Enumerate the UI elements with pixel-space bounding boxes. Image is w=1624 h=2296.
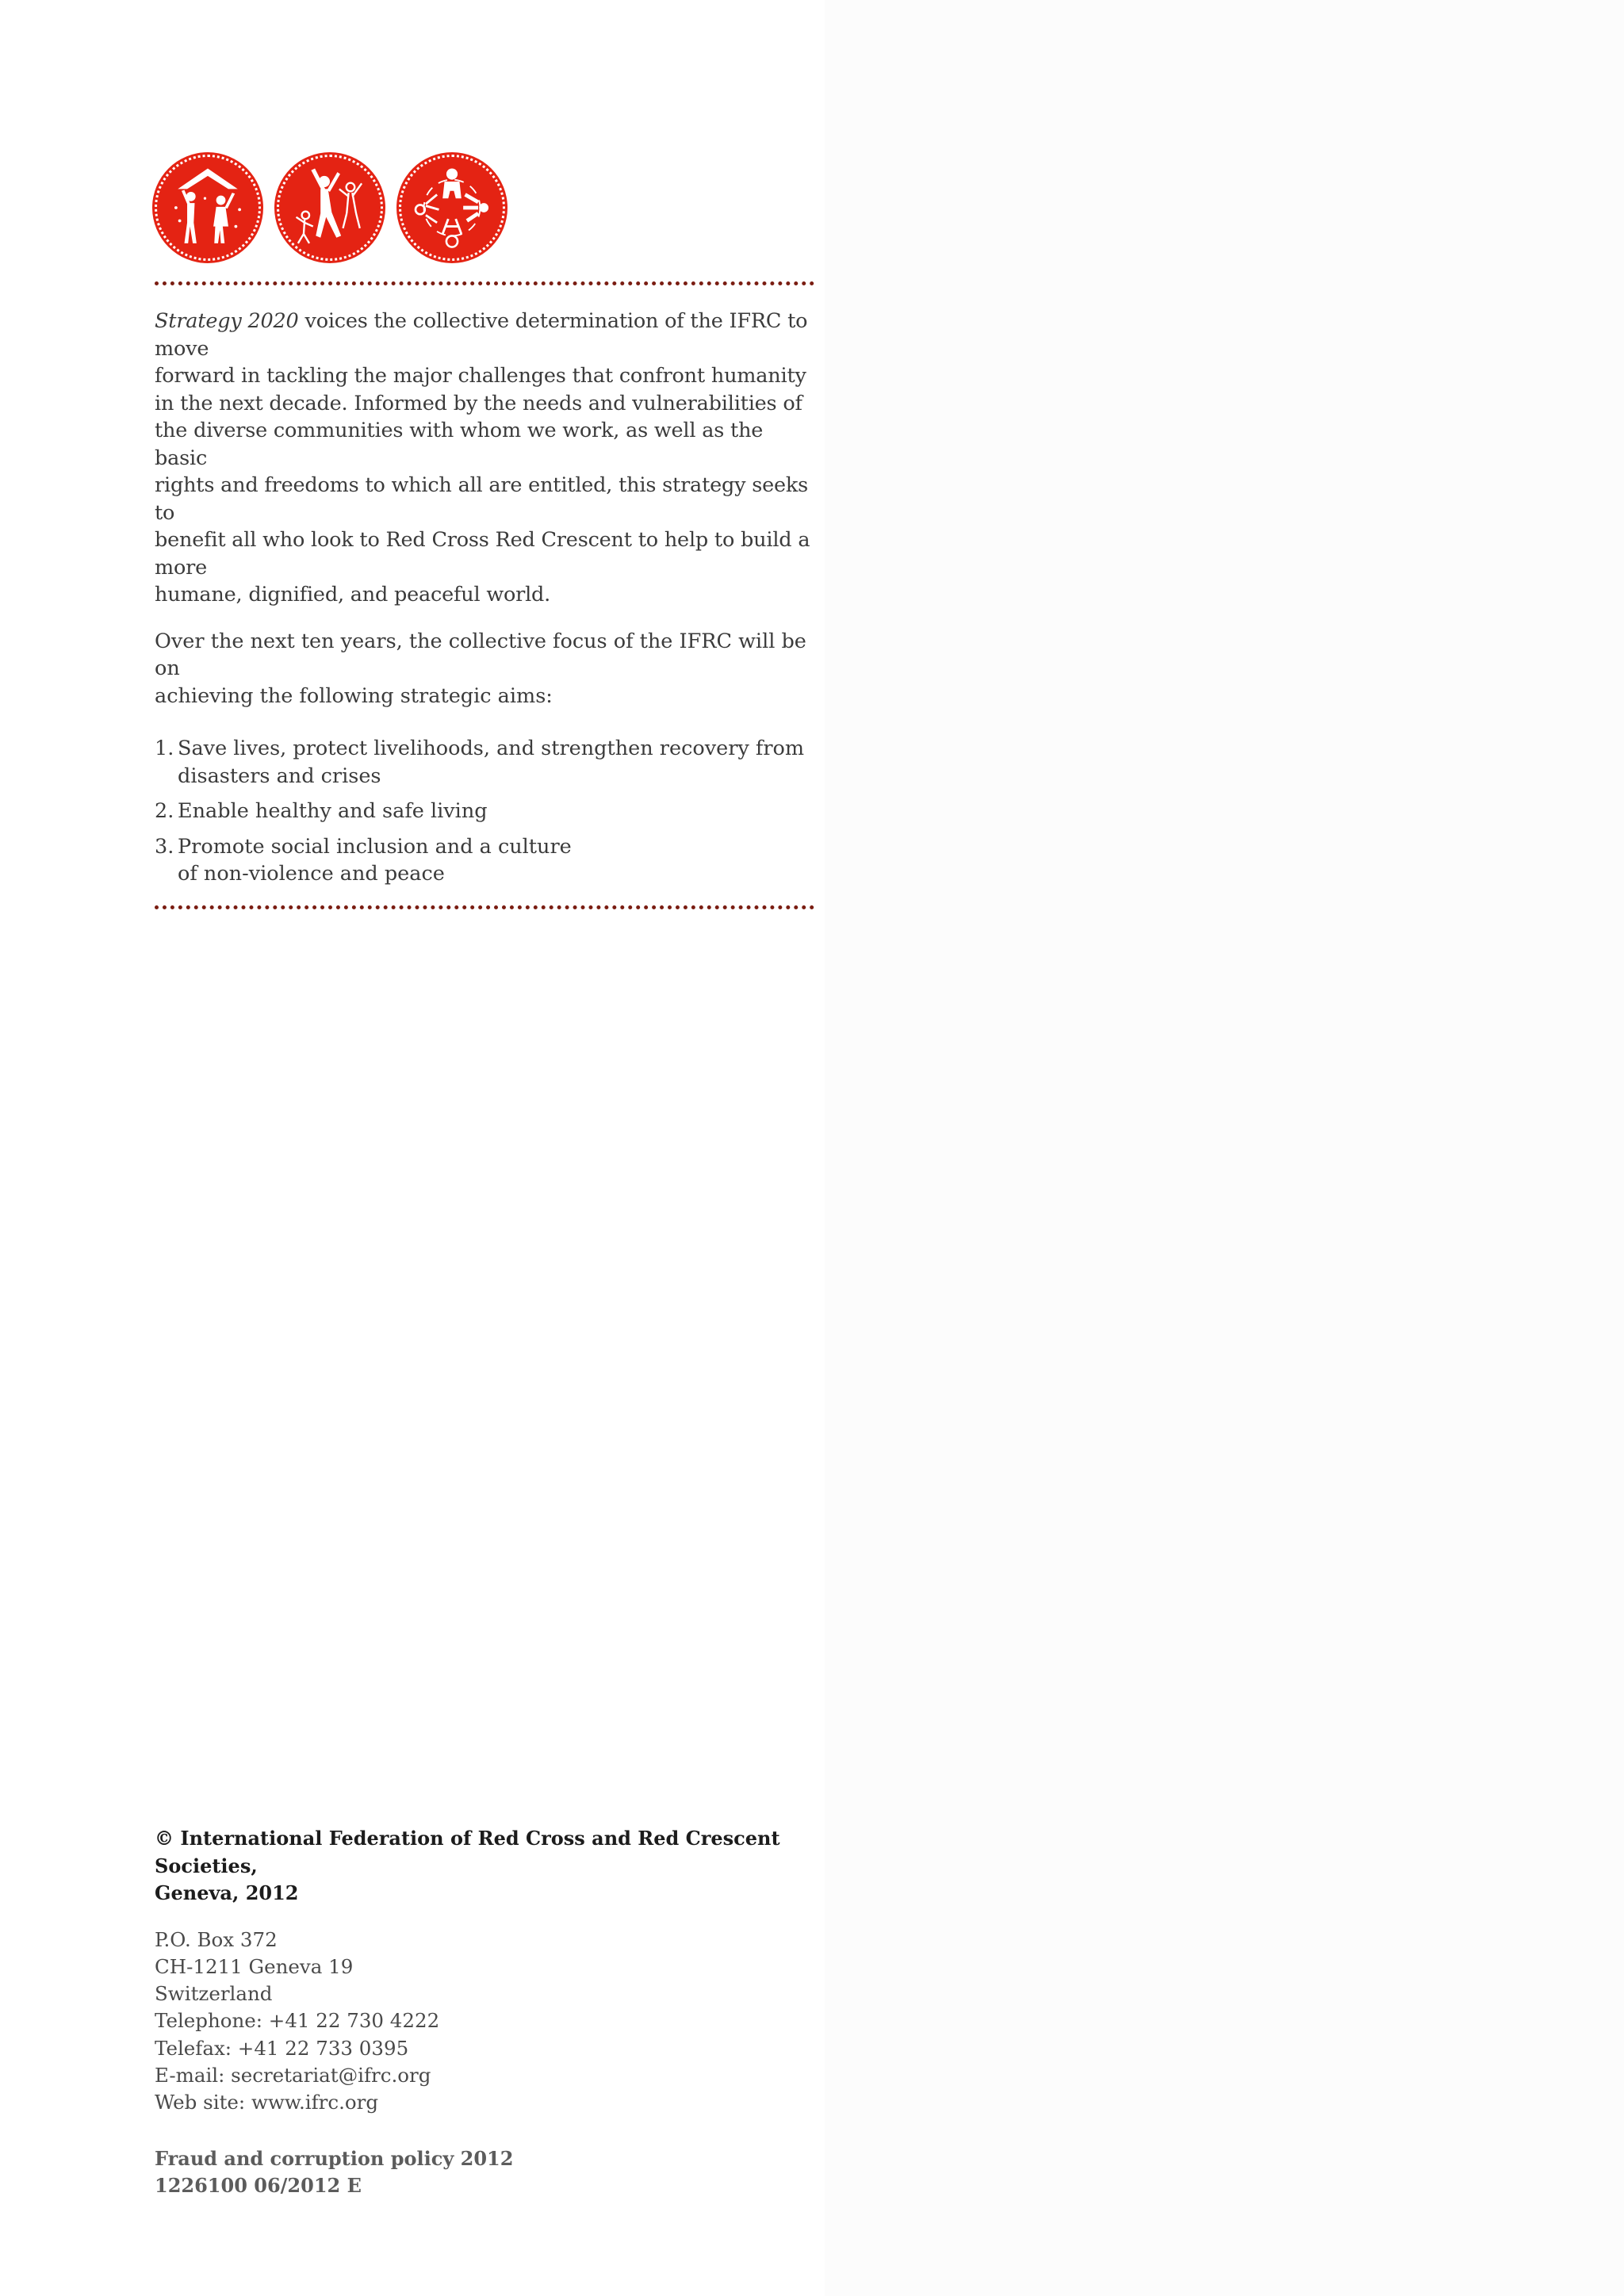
address-website: Web site: www.ifrc.org [155, 2091, 379, 2114]
circle-of-people-icon [399, 155, 505, 261]
intro-paragraph [155, 308, 817, 609]
shelter-people-icon-drawing [161, 161, 255, 254]
top-dotted-divider [155, 281, 814, 285]
strategy-section [155, 155, 817, 909]
list-item [155, 798, 817, 825]
jumping-people-icon [277, 155, 383, 261]
strategy-title: Strategy 2020 [155, 309, 299, 333]
aim-number: 1. [155, 737, 174, 760]
jumping-people-icon-drawing [283, 161, 377, 254]
policy-info [155, 2145, 868, 2200]
address-telefax: Telefax: +41 22 733 0395 [155, 2036, 409, 2060]
contact-address [155, 1927, 868, 2117]
aim-text: Enable healthy and safe living [178, 799, 488, 823]
aim-number: 3. [155, 834, 174, 859]
policy-title: Fraud and corruption policy 2012 [155, 2146, 514, 2170]
copyright-notice: © International Federation of Red Cross and Red Crescent Societies, Geneva, 2012 [155, 1827, 780, 1904]
strategic-aims-icons [155, 155, 817, 262]
circle-of-people-icon-drawing [405, 161, 499, 254]
strategic-aims-list [155, 735, 817, 888]
address-po-box: P.O. Box 372 [155, 1927, 278, 1951]
list-item [155, 735, 817, 790]
page-background-right [825, 0, 1624, 2296]
address-email: E-mail: secretariat@ifrc.org [155, 2063, 431, 2087]
address-postal-code: CH-1211 Geneva 19 [155, 1954, 354, 1978]
publication-footer [155, 1825, 868, 2200]
shelter-people-icon [155, 155, 261, 261]
list-item [155, 833, 817, 888]
policy-code: 1226100 06/2012 E [155, 2174, 362, 2198]
focus-paragraph: Over the next ten years, the collective focus of the IFRC will be on achieving the following strategic aims: [155, 629, 806, 708]
address-telephone: Telephone: +41 22 730 4222 [155, 2009, 440, 2033]
intro-text: voices the collective determination of the IFRC to move forward in tackling the major challenges that confront humanity in the next decade. Informed by the needs and vulnerabilities of the diverse communities with whom we work, as well as the basic rights and freedoms to which all are entitled, this strategy seeks to benefit all who look to Red Cross Red Crescent to help to build a more humane, dignified, and peaceful world. [155, 309, 810, 607]
aim-text: Promote social inclusion and a culture of non-violence and peace [178, 834, 572, 886]
aim-number: 2. [155, 799, 174, 823]
bottom-dotted-divider [155, 905, 814, 909]
aim-text: Save lives, protect livelihoods, and strengthen recovery from disasters and crises [178, 737, 805, 788]
address-country: Switzerland [155, 1982, 273, 2006]
